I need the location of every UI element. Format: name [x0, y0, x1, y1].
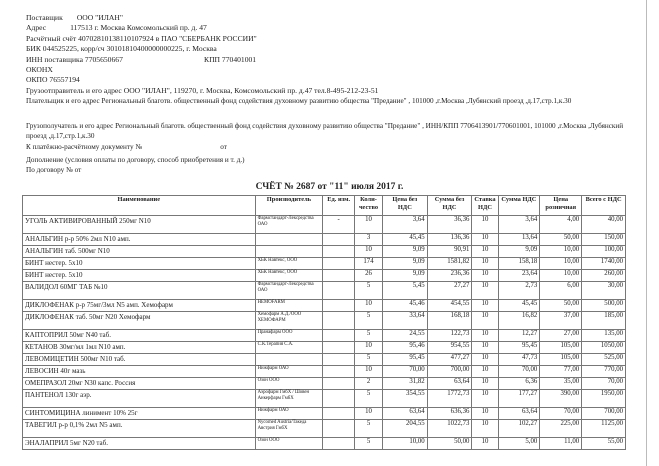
cell-maker: Нижфарм ОАО [255, 366, 323, 378]
cell-vat: 63,64 [498, 408, 540, 420]
payer: Плательщик и его адрес Региональный благотв. общественный фонд содействия духовному развитию общества "Предание" , 101000 ,г.Москва ,Лубянский проезд ,д.17,стр.1,к.30 [26, 97, 572, 105]
cell-retail: 6,00 [540, 282, 582, 300]
cell-sum: 1022,73 [427, 420, 472, 438]
addition: Дополнение (условия оплаты по договору, способ приобретения и т. д.) [26, 156, 245, 164]
bik: БИК 044525225, корр/сч 30101810400000000225, г. Москва [26, 44, 217, 54]
table-row [23, 378, 626, 390]
column-header-qty: Коли-чество [355, 196, 383, 216]
cell-name: ВАЛИДОЛ 60МГ ТАБ №10 [23, 282, 256, 300]
cell-sum: 700,00 [427, 366, 472, 378]
cell-unit [323, 378, 355, 390]
cell-retail: 4,00 [540, 216, 582, 234]
cell-retail: 225,00 [540, 420, 582, 438]
cell-rate: 10 [472, 282, 498, 300]
bank-account: Расчётный счёт 40702810138110107924 в ПАО "СБЕРБАНК РОССИИ" [26, 33, 257, 43]
cell-maker: Хемофарм А.Д./ООО ХЕМОФАРМ [255, 312, 323, 330]
cell-vat: 70,00 [498, 366, 540, 378]
cell-price: 95,45 [382, 354, 427, 366]
cell-price: 9,09 [382, 270, 427, 282]
cell-vat: 13,64 [498, 234, 540, 246]
cell-name: ТАВЕГИЛ р-р 0,1% 2мл N5 амп. [23, 420, 256, 438]
cell-qty: 10 [355, 408, 383, 420]
cell-sum: 63,64 [427, 378, 472, 390]
cell-maker: Нижфарм ОАО [255, 408, 323, 420]
payment-doc-label: К платёжно-расчётному документу № [26, 143, 143, 151]
cell-sum: 477,27 [427, 354, 472, 366]
payment-doc [26, 143, 626, 153]
cell-maker: С.К.Терапия С.А. [255, 342, 323, 354]
cell-retail: 390,00 [540, 390, 582, 408]
cell-rate: 10 [472, 408, 498, 420]
cell-qty: 10 [355, 216, 383, 234]
cell-qty: 2 [355, 378, 383, 390]
cell-qty: 5 [355, 420, 383, 438]
table-row [23, 300, 626, 312]
cell-total: 150,00 [582, 234, 626, 246]
table-row [23, 342, 626, 354]
cell-sum: 954,55 [427, 342, 472, 354]
cell-qty: 5 [355, 438, 383, 450]
cell-sum: 168,18 [427, 312, 472, 330]
address-value: 117513 г. Москва Комсомольский пр. д. 47 [70, 23, 207, 33]
kpp: КПП 770401001 [204, 54, 257, 64]
cell-maker: ХБК Навтекс, ООО [255, 258, 323, 270]
cell-retail: 37,00 [540, 312, 582, 330]
cell-vat: 23,64 [498, 270, 540, 282]
cell-maker: HEMOFARM [255, 300, 323, 312]
cell-maker: Пранафарм ООО [255, 330, 323, 342]
cell-qty: 5 [355, 390, 383, 408]
cell-total: 40,00 [582, 216, 626, 234]
cell-retail: 50,00 [540, 300, 582, 312]
cell-sum: 636,36 [427, 408, 472, 420]
cell-vat: 16,82 [498, 312, 540, 330]
cell-qty: 10 [355, 342, 383, 354]
contract: По договору № от [26, 166, 82, 174]
cell-qty: 10 [355, 366, 383, 378]
cell-name: ДИКЛОФЕНАК р-р 75мг/3мл N5 амп. Хемофарм [23, 300, 256, 312]
cell-qty: 10 [355, 246, 383, 258]
cell-unit [323, 354, 355, 366]
cell-retail: 70,00 [540, 408, 582, 420]
cell-name: БИНТ нестер. 5x10 [23, 270, 256, 282]
cell-name: УГОЛЬ АКТИВИРОВАННЫЙ 250мг N10 [23, 216, 256, 234]
cell-rate: 10 [472, 258, 498, 270]
cell-name: ДИКЛОФЕНАК таб. 50мг N20 Хемофарм [23, 312, 256, 330]
cell-retail: 10,00 [540, 258, 582, 270]
cell-total: 1125,00 [582, 420, 626, 438]
cell-sum: 1772,73 [427, 390, 472, 408]
consignee: Грузополучатель и его адрес Региональный благотв. общественный фонд содействия духовному развитию общества "Предание" , ИНН/КПП 7706413901/770601001, 101000 ,г.Москва ,Лубянский проезд ,д.17,стр.1,к.30 [26, 122, 624, 140]
cell-price: 9,09 [382, 246, 427, 258]
cell-name: ЛЕВОМИЦЕТИН 500мг N10 таб. [23, 354, 256, 366]
cell-total: 30,00 [582, 282, 626, 300]
cell-rate: 10 [472, 390, 498, 408]
cell-price: 5,45 [382, 282, 427, 300]
cell-price: 63,64 [382, 408, 427, 420]
cell-vat: 6,36 [498, 378, 540, 390]
cell-maker: Фармстандарт-Лексредства ОАО [255, 216, 323, 234]
cell-price: 24,55 [382, 330, 427, 342]
cell-retail: 27,00 [540, 330, 582, 342]
cell-unit [323, 234, 355, 246]
cell-sum: 136,36 [427, 234, 472, 246]
cell-total: 100,00 [582, 246, 626, 258]
column-header-rate: Ставка НДС [472, 196, 498, 216]
supplier-name: ООО "ИЛАН" [76, 13, 123, 22]
cell-vat: 45,45 [498, 300, 540, 312]
cell-total: 770,00 [582, 366, 626, 378]
cell-vat: 5,00 [498, 438, 540, 450]
cell-retail: 35,00 [540, 378, 582, 390]
cell-vat: 177,27 [498, 390, 540, 408]
cell-unit [323, 300, 355, 312]
shipper: Грузоотправитель и его адрес ООО "ИЛАН", 119270, г. Москва, Комсомольский пр. д.47 тел.8-495-212-23-51 [26, 85, 379, 95]
cell-sum: 454,55 [427, 300, 472, 312]
cell-total: 1740,00 [582, 258, 626, 270]
column-header-sum: Сумма без НДС [427, 196, 472, 216]
cell-qty: 5 [355, 330, 383, 342]
cell-price: 45,45 [382, 234, 427, 246]
table-row [23, 246, 626, 258]
cell-maker: Аэрофарм ГмбХ / Шовен Анкерфарм ГмбХ [255, 390, 323, 408]
cell-sum: 1581,82 [427, 258, 472, 270]
cell-rate: 10 [472, 246, 498, 258]
cell-rate: 10 [472, 234, 498, 246]
table-row [23, 330, 626, 342]
items-table [22, 195, 626, 450]
table-row [23, 420, 626, 438]
cell-price: 3,64 [382, 216, 427, 234]
table-row [23, 234, 626, 246]
column-header-retail: Цена розничная [540, 196, 582, 216]
cell-qty: 26 [355, 270, 383, 282]
cell-total: 700,00 [582, 408, 626, 420]
cell-retail: 77,00 [540, 366, 582, 378]
table-row [23, 354, 626, 366]
cell-qty: 5 [355, 354, 383, 366]
column-header-maker: Производитель [255, 196, 323, 216]
cell-vat: 95,45 [498, 342, 540, 354]
cell-sum: 236,36 [427, 270, 472, 282]
cell-price: 95,46 [382, 342, 427, 354]
column-header-unit: Ед. изм. [323, 196, 355, 216]
cell-vat: 9,09 [498, 246, 540, 258]
cell-name: БИНТ нестер. 5x10 [23, 258, 256, 270]
cell-retail: 10,00 [540, 270, 582, 282]
cell-price: 354,55 [382, 390, 427, 408]
cell-name: ЭНАЛАПРИЛ 5мг N20 таб. [23, 438, 256, 450]
cell-maker [255, 354, 323, 366]
cell-unit [323, 270, 355, 282]
cell-total: 55,00 [582, 438, 626, 450]
cell-total: 185,00 [582, 312, 626, 330]
cell-name: КЕТАНОВ 30мг/мл 1мл N10 амп. [23, 342, 256, 354]
cell-retail: 11,00 [540, 438, 582, 450]
cell-total: 525,00 [582, 354, 626, 366]
cell-name: ПАНТЕНОЛ 130г аэр. [23, 390, 256, 408]
cell-rate: 10 [472, 366, 498, 378]
supplier-label: Поставщик [26, 13, 63, 22]
cell-rate: 10 [472, 216, 498, 234]
column-header-vat: Сумма НДС [498, 196, 540, 216]
cell-total: 1950,00 [582, 390, 626, 408]
cell-unit [323, 312, 355, 330]
cell-maker: Nycomed Austria/Такеда Австрия ГмбХ [255, 420, 323, 438]
cell-price: 9,09 [382, 258, 427, 270]
cell-name: КАПТОПРИЛ 50мг N40 таб. [23, 330, 256, 342]
address-label: Адрес [26, 23, 47, 33]
table-row [23, 438, 626, 450]
cell-vat: 2,73 [498, 282, 540, 300]
cell-price: 204,55 [382, 420, 427, 438]
cell-name: СИНТОМИЦИНА линимент 10% 25г [23, 408, 256, 420]
cell-vat: 12,27 [498, 330, 540, 342]
cell-sum: 36,36 [427, 216, 472, 234]
cell-rate: 10 [472, 330, 498, 342]
cell-price: 10,00 [382, 438, 427, 450]
table-row [23, 312, 626, 330]
cell-vat: 47,73 [498, 354, 540, 366]
cell-maker: ХБК Навтекс, ООО [255, 270, 323, 282]
cell-retail: 50,00 [540, 234, 582, 246]
cell-unit [323, 246, 355, 258]
cell-price: 33,64 [382, 312, 427, 330]
cell-sum: 122,73 [427, 330, 472, 342]
cell-total: 135,00 [582, 330, 626, 342]
table-row [23, 270, 626, 282]
cell-maker: Фармстандарт-Лексредства ОАО [255, 282, 323, 300]
cell-name: АНАЛЬГИН р-р 50% 2мл N10 амп. [23, 234, 256, 246]
cell-qty: 10 [355, 300, 383, 312]
cell-sum: 27,27 [427, 282, 472, 300]
cell-rate: 10 [472, 300, 498, 312]
cell-maker: Озон ООО [255, 438, 323, 450]
cell-total: 1050,00 [582, 342, 626, 354]
okpo: ОКПО 76557194 [26, 75, 80, 85]
cell-rate: 10 [472, 420, 498, 438]
cell-unit [323, 282, 355, 300]
table-row [23, 390, 626, 408]
cell-unit [323, 390, 355, 408]
table-row [23, 282, 626, 300]
column-header-price: Цена без НДС [382, 196, 427, 216]
cell-price: 45,46 [382, 300, 427, 312]
table-row [23, 366, 626, 378]
cell-qty: 5 [355, 282, 383, 300]
cell-unit [323, 420, 355, 438]
cell-name: ОМЕПРАЗОЛ 20мг N30 капс. Россия [23, 378, 256, 390]
cell-maker: Озон ООО [255, 378, 323, 390]
cell-rate: 10 [472, 438, 498, 450]
table-row [23, 216, 626, 234]
cell-total: 260,00 [582, 270, 626, 282]
cell-sum: 50,00 [427, 438, 472, 450]
cell-rate: 10 [472, 270, 498, 282]
payment-doc-from: от [220, 143, 227, 151]
cell-vat: 158,18 [498, 258, 540, 270]
table-row [23, 258, 626, 270]
cell-vat: 3,64 [498, 216, 540, 234]
cell-maker [255, 246, 323, 258]
cell-unit [323, 330, 355, 342]
cell-sum: 90,91 [427, 246, 472, 258]
cell-vat: 102,27 [498, 420, 540, 438]
cell-name: АНАЛЬГИН таб. 500мг N10 [23, 246, 256, 258]
cell-rate: 10 [472, 342, 498, 354]
invoice-title: СЧЁТ № 2687 от "11" июля 2017 г. [255, 182, 404, 192]
cell-unit [323, 258, 355, 270]
column-header-total: Всего с НДС [582, 196, 626, 216]
column-header-name: Наименование [23, 196, 256, 216]
supplier-block [26, 13, 378, 96]
page-edge [646, 0, 647, 466]
cell-unit [323, 408, 355, 420]
cell-qty: 174 [355, 258, 383, 270]
cell-unit [323, 342, 355, 354]
cell-rate: 10 [472, 354, 498, 366]
cell-qty: 5 [355, 312, 383, 330]
cell-retail: 105,00 [540, 342, 582, 354]
inn: ИНН поставщика 7705650667 [26, 54, 123, 64]
cell-rate: 10 [472, 312, 498, 330]
cell-retail: 105,00 [540, 354, 582, 366]
cell-retail: 10,00 [540, 246, 582, 258]
cell-name: ЛЕВОСИН 40г мазь [23, 366, 256, 378]
cell-price: 70,00 [382, 366, 427, 378]
cell-unit [323, 366, 355, 378]
cell-total: 500,00 [582, 300, 626, 312]
cell-unit: - [323, 216, 355, 234]
cell-price: 31,82 [382, 378, 427, 390]
cell-unit [323, 438, 355, 450]
cell-total: 70,00 [582, 378, 626, 390]
okonh: ОКОНХ [26, 64, 53, 74]
cell-rate: 10 [472, 378, 498, 390]
cell-maker [255, 234, 323, 246]
cell-qty: 3 [355, 234, 383, 246]
table-row [23, 408, 626, 420]
